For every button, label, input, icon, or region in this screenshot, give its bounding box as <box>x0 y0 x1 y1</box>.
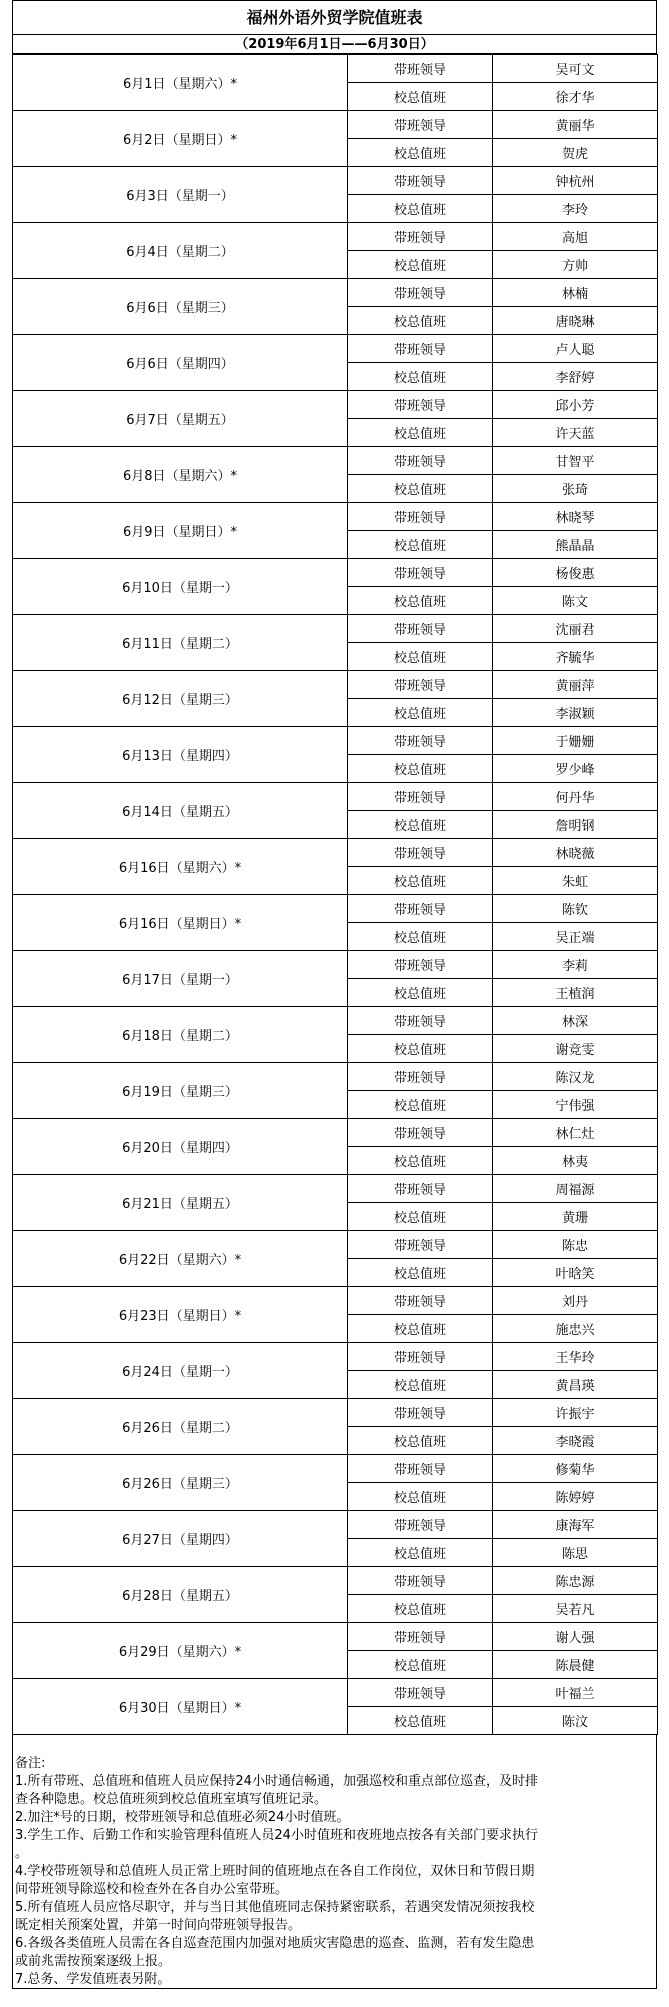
role-duty-cell: 校总值班 <box>348 923 493 951</box>
table-row <box>13 1007 658 1035</box>
table-row <box>13 951 658 979</box>
duty-name-cell: 黄珊 <box>493 1203 658 1231</box>
table-row <box>13 671 658 699</box>
role-leader-cell: 带班领导 <box>348 1511 493 1539</box>
role-leader-cell: 带班领导 <box>348 1007 493 1035</box>
date-cell: 6月6日（星期四） <box>13 335 348 391</box>
role-duty-cell: 校总值班 <box>348 1707 493 1735</box>
role-leader-cell: 带班领导 <box>348 951 493 979</box>
role-leader-cell: 带班领导 <box>348 447 493 475</box>
duty-name-cell: 吴正端 <box>493 923 658 951</box>
table-row <box>13 111 658 139</box>
date-cell: 6月22日（星期六）* <box>13 1231 348 1287</box>
date-cell: 6月2日（星期日）* <box>13 111 348 167</box>
leader-name-cell: 黄丽萍 <box>493 671 658 699</box>
role-duty-cell: 校总值班 <box>348 419 493 447</box>
date-cell: 6月18日（星期二） <box>13 1007 348 1063</box>
table-row <box>13 335 658 363</box>
duty-name-cell: 陈婷婷 <box>493 1483 658 1511</box>
schedule-body <box>13 55 658 1735</box>
role-leader-cell: 带班领导 <box>348 671 493 699</box>
leader-name-cell: 何丹华 <box>493 783 658 811</box>
role-leader-cell: 带班领导 <box>348 1567 493 1595</box>
role-duty-cell: 校总值班 <box>348 475 493 503</box>
duty-name-cell: 李晓霞 <box>493 1427 658 1455</box>
date-cell: 6月29日（星期六）* <box>13 1623 348 1679</box>
role-duty-cell: 校总值班 <box>348 811 493 839</box>
date-cell: 6月10日（星期一） <box>13 559 348 615</box>
duty-name-cell: 贺虎 <box>493 139 658 167</box>
leader-name-cell: 林深 <box>493 1007 658 1035</box>
date-cell: 6月11日（星期二） <box>13 615 348 671</box>
table-row <box>13 839 658 867</box>
duty-name-cell: 陈思 <box>493 1539 658 1567</box>
role-duty-cell: 校总值班 <box>348 139 493 167</box>
role-leader-cell: 带班领导 <box>348 1679 493 1707</box>
role-leader-cell: 带班领导 <box>348 1119 493 1147</box>
date-cell: 6月24日（星期一） <box>13 1343 348 1399</box>
duty-name-cell: 吴若凡 <box>493 1595 658 1623</box>
duty-name-cell: 齐毓华 <box>493 643 658 671</box>
note-line: 或前兆需按预案逐级上报。 <box>15 1954 172 1969</box>
leader-name-cell: 周福源 <box>493 1175 658 1203</box>
role-leader-cell: 带班领导 <box>348 839 493 867</box>
duty-name-cell: 李玲 <box>493 195 658 223</box>
table-row <box>13 167 658 195</box>
role-duty-cell: 校总值班 <box>348 1371 493 1399</box>
duty-name-cell: 徐才华 <box>493 83 658 111</box>
role-duty-cell: 校总值班 <box>348 587 493 615</box>
date-cell: 6月28日（星期五） <box>13 1567 348 1623</box>
table-row <box>13 447 658 475</box>
role-leader-cell: 带班领导 <box>348 1343 493 1371</box>
role-leader-cell: 带班领导 <box>348 559 493 587</box>
table-row <box>13 1455 658 1483</box>
table-row <box>13 55 658 83</box>
role-leader-cell: 带班领导 <box>348 1287 493 1315</box>
table-row <box>13 1175 658 1203</box>
duty-name-cell: 熊晶晶 <box>493 531 658 559</box>
notes-section <box>12 1749 657 1989</box>
leader-name-cell: 沈丽君 <box>493 615 658 643</box>
leader-name-cell: 李莉 <box>493 951 658 979</box>
note-line: 。 <box>15 1846 29 1861</box>
duty-name-cell: 唐晓琳 <box>493 307 658 335</box>
table-row <box>13 615 658 643</box>
table-row <box>13 279 658 307</box>
duty-name-cell: 朱虹 <box>493 867 658 895</box>
role-duty-cell: 校总值班 <box>348 195 493 223</box>
duty-name-cell: 陈文 <box>493 587 658 615</box>
role-duty-cell: 校总值班 <box>348 699 493 727</box>
table-row <box>13 1287 658 1315</box>
role-leader-cell: 带班领导 <box>348 1231 493 1259</box>
date-cell: 6月8日（星期六）* <box>13 447 348 503</box>
role-duty-cell: 校总值班 <box>348 1483 493 1511</box>
duty-name-cell: 林夷 <box>493 1147 658 1175</box>
role-leader-cell: 带班领导 <box>348 391 493 419</box>
table-row <box>13 503 658 531</box>
leader-name-cell: 康海军 <box>493 1511 658 1539</box>
leader-name-cell: 杨俊惠 <box>493 559 658 587</box>
date-cell: 6月3日（星期一） <box>13 167 348 223</box>
date-cell: 6月19日（星期三） <box>13 1063 348 1119</box>
table-row <box>13 559 658 587</box>
note-line: 3.学生工作、后勤工作和实验管理科值班人员24小时值班和夜班地点按各有关部门要求执行 <box>15 1828 538 1843</box>
table-row <box>13 1679 658 1707</box>
role-leader-cell: 带班领导 <box>348 1455 493 1483</box>
table-row <box>13 1623 658 1651</box>
leader-name-cell: 林晓薇 <box>493 839 658 867</box>
date-cell: 6月26日（星期三） <box>13 1455 348 1511</box>
note-line: 备注: <box>15 1756 46 1771</box>
date-cell: 6月30日（星期日）* <box>13 1679 348 1735</box>
role-leader-cell: 带班领导 <box>348 503 493 531</box>
leader-name-cell: 吴可文 <box>493 55 658 83</box>
duty-name-cell: 黄昌瑛 <box>493 1371 658 1399</box>
role-leader-cell: 带班领导 <box>348 1399 493 1427</box>
role-duty-cell: 校总值班 <box>348 1539 493 1567</box>
role-duty-cell: 校总值班 <box>348 755 493 783</box>
role-duty-cell: 校总值班 <box>348 531 493 559</box>
date-cell: 6月9日（星期日）* <box>13 503 348 559</box>
leader-name-cell: 陈汉龙 <box>493 1063 658 1091</box>
duty-name-cell: 陈晨健 <box>493 1651 658 1679</box>
leader-name-cell: 林晓琴 <box>493 503 658 531</box>
note-line: 1.所有带班、总值班和值班人员应保持24小时通信畅通，加强巡校和重点部位巡查，及时排 <box>15 1774 538 1789</box>
leader-name-cell: 于姗姗 <box>493 727 658 755</box>
role-leader-cell: 带班领导 <box>348 1175 493 1203</box>
duty-name-cell: 詹明钢 <box>493 811 658 839</box>
role-duty-cell: 校总值班 <box>348 83 493 111</box>
role-duty-cell: 校总值班 <box>348 1259 493 1287</box>
duty-schedule-sheet <box>12 0 657 1989</box>
role-leader-cell: 带班领导 <box>348 55 493 83</box>
leader-name-cell: 林仁灶 <box>493 1119 658 1147</box>
date-cell: 6月27日（星期四） <box>13 1511 348 1567</box>
leader-name-cell: 修菊华 <box>493 1455 658 1483</box>
duty-name-cell: 施忠兴 <box>493 1315 658 1343</box>
duty-name-cell: 叶晗笑 <box>493 1259 658 1287</box>
duty-name-cell: 谢竞雯 <box>493 1035 658 1063</box>
role-leader-cell: 带班领导 <box>348 1623 493 1651</box>
duty-name-cell: 许天蓝 <box>493 419 658 447</box>
duty-name-cell: 方帅 <box>493 251 658 279</box>
leader-name-cell: 刘丹 <box>493 1287 658 1315</box>
role-duty-cell: 校总值班 <box>348 1595 493 1623</box>
note-line: 4.学校带班领导和总值班人员正常上班时间的值班地点在各自工作岗位，双休日和节假日期 <box>15 1864 535 1879</box>
duty-name-cell: 张琦 <box>493 475 658 503</box>
role-duty-cell: 校总值班 <box>348 1651 493 1679</box>
duty-name-cell: 李淑颖 <box>493 699 658 727</box>
role-duty-cell: 校总值班 <box>348 643 493 671</box>
leader-name-cell: 黄丽华 <box>493 111 658 139</box>
sheet-subtitle: （2019年6月1日——6月30日） <box>12 34 657 54</box>
note-line: 5.所有值班人员应恪尽职守，并与当日其他值班同志保持紧密联系，若遇突发情况须按我校 <box>15 1900 535 1915</box>
role-duty-cell: 校总值班 <box>348 251 493 279</box>
duty-name-cell: 王植润 <box>493 979 658 1007</box>
role-duty-cell: 校总值班 <box>348 1091 493 1119</box>
role-duty-cell: 校总值班 <box>348 1315 493 1343</box>
table-row <box>13 1231 658 1259</box>
date-cell: 6月16日（星期六）* <box>13 839 348 895</box>
note-line: 6.各级各类值班人员需在各自巡查范围内加强对地质灾害隐患的巡查、监测，若有发生隐患 <box>15 1936 535 1951</box>
role-leader-cell: 带班领导 <box>348 615 493 643</box>
date-cell: 6月13日（星期四） <box>13 727 348 783</box>
date-cell: 6月14日（星期五） <box>13 783 348 839</box>
date-cell: 6月1日（星期六）* <box>13 55 348 111</box>
table-row <box>13 727 658 755</box>
date-cell: 6月21日（星期五） <box>13 1175 348 1231</box>
leader-name-cell: 陈忠源 <box>493 1567 658 1595</box>
date-cell: 6月26日（星期二） <box>13 1399 348 1455</box>
date-cell: 6月4日（星期二） <box>13 223 348 279</box>
date-cell: 6月20日（星期四） <box>13 1119 348 1175</box>
leader-name-cell: 陈忠 <box>493 1231 658 1259</box>
role-leader-cell: 带班领导 <box>348 895 493 923</box>
role-leader-cell: 带班领导 <box>348 167 493 195</box>
duty-name-cell: 陈汶 <box>493 1707 658 1735</box>
leader-name-cell: 高旭 <box>493 223 658 251</box>
table-row <box>13 1119 658 1147</box>
note-line: 既定相关预案处置，并第一时间向带班领导报告。 <box>15 1918 302 1933</box>
table-row <box>13 1063 658 1091</box>
role-duty-cell: 校总值班 <box>348 1147 493 1175</box>
leader-name-cell: 王华玲 <box>493 1343 658 1371</box>
table-row <box>13 223 658 251</box>
table-row <box>13 391 658 419</box>
date-cell: 6月16日（星期日）* <box>13 895 348 951</box>
table-row <box>13 1567 658 1595</box>
table-spacer <box>12 1735 657 1749</box>
leader-name-cell: 谢人强 <box>493 1623 658 1651</box>
leader-name-cell: 林楠 <box>493 279 658 307</box>
leader-name-cell: 叶福兰 <box>493 1679 658 1707</box>
date-cell: 6月23日（星期日）* <box>13 1287 348 1343</box>
leader-name-cell: 许振宇 <box>493 1399 658 1427</box>
date-cell: 6月6日（星期三） <box>13 279 348 335</box>
role-leader-cell: 带班领导 <box>348 335 493 363</box>
role-duty-cell: 校总值班 <box>348 1427 493 1455</box>
leader-name-cell: 卢人聪 <box>493 335 658 363</box>
role-leader-cell: 带班领导 <box>348 783 493 811</box>
role-leader-cell: 带班领导 <box>348 1063 493 1091</box>
schedule-table <box>12 54 658 1735</box>
role-leader-cell: 带班领导 <box>348 111 493 139</box>
leader-name-cell: 钟杭州 <box>493 167 658 195</box>
note-line: 7.总务、学发值班表另附。 <box>15 1972 171 1987</box>
note-line: 查各种隐患。校总值班须到校总值班室填写值班记录。 <box>15 1792 328 1807</box>
role-duty-cell: 校总值班 <box>348 867 493 895</box>
table-row <box>13 1399 658 1427</box>
duty-name-cell: 宁伟强 <box>493 1091 658 1119</box>
date-cell: 6月17日（星期一） <box>13 951 348 1007</box>
table-row <box>13 783 658 811</box>
table-row <box>13 895 658 923</box>
role-leader-cell: 带班领导 <box>348 727 493 755</box>
date-cell: 6月12日（星期三） <box>13 671 348 727</box>
role-duty-cell: 校总值班 <box>348 1203 493 1231</box>
duty-name-cell: 罗少峰 <box>493 755 658 783</box>
table-row <box>13 1343 658 1371</box>
role-duty-cell: 校总值班 <box>348 307 493 335</box>
leader-name-cell: 甘智平 <box>493 447 658 475</box>
role-leader-cell: 带班领导 <box>348 279 493 307</box>
note-line: 间带班领导除巡校和检查外在各自办公室带班。 <box>15 1882 289 1897</box>
duty-name-cell: 李舒婷 <box>493 363 658 391</box>
leader-name-cell: 陈钦 <box>493 895 658 923</box>
sheet-title: 福州外语外贸学院值班表 <box>12 0 657 34</box>
table-row <box>13 1511 658 1539</box>
leader-name-cell: 邱小芳 <box>493 391 658 419</box>
role-duty-cell: 校总值班 <box>348 979 493 1007</box>
note-line: 2.加注*号的日期，校带班领导和总值班必须24小时值班。 <box>15 1810 350 1825</box>
role-duty-cell: 校总值班 <box>348 1035 493 1063</box>
date-cell: 6月7日（星期五） <box>13 391 348 447</box>
role-leader-cell: 带班领导 <box>348 223 493 251</box>
role-duty-cell: 校总值班 <box>348 363 493 391</box>
